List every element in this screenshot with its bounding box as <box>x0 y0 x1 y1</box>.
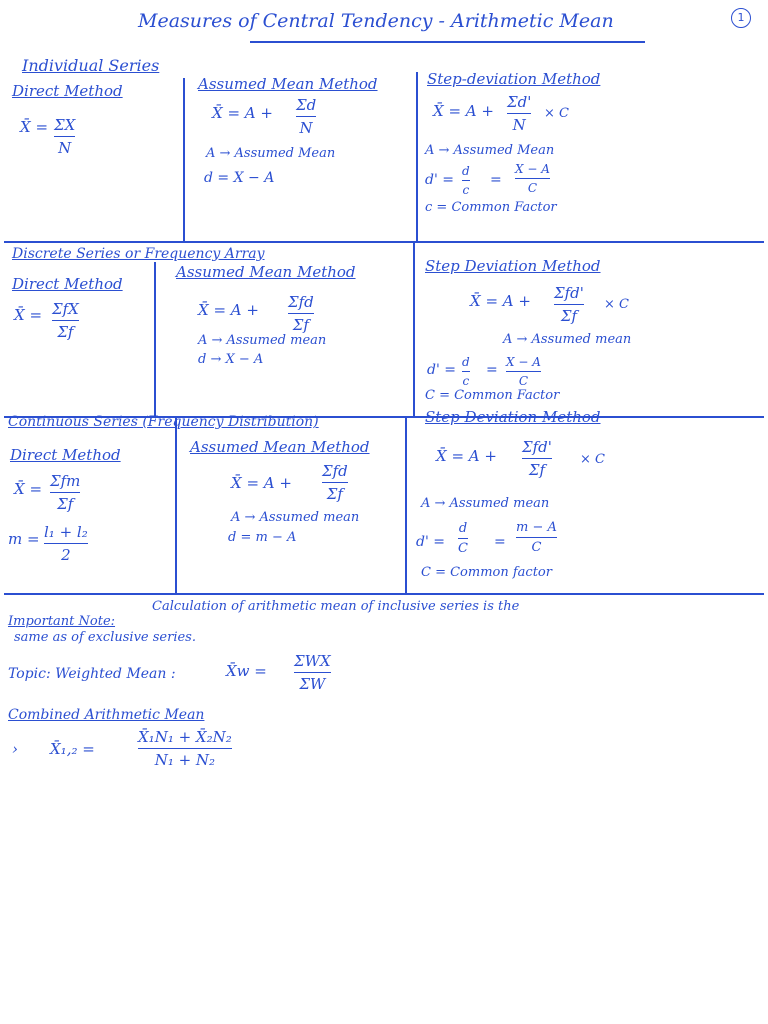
fraction-numerator: Σd' <box>507 93 532 111</box>
fraction-numerator: ΣfX <box>52 300 79 318</box>
continuous-direct-heading: Direct Method <box>10 446 121 464</box>
fraction-denominator: N₁ + N₂ <box>154 751 216 769</box>
fraction-numerator: Σfm <box>50 472 81 490</box>
divider-v-2b <box>413 242 415 416</box>
fraction-bar <box>52 320 79 321</box>
individual-step-def-a: A → Assumed Mean <box>425 143 555 158</box>
individual-assumed-lhs: X̄ = A + <box>212 104 273 122</box>
continuous-assumed-heading: Assumed Mean Method <box>190 438 370 456</box>
continuous-step-tail: × C <box>580 452 605 467</box>
discrete-assumed-lhs: X̄ = A + <box>198 301 259 319</box>
continuous-direct-m-fraction <box>44 523 88 564</box>
divider-v-2c <box>405 418 407 593</box>
discrete-series-heading: Discrete Series or Frequency Array <box>12 246 265 262</box>
individual-series-heading: Individual Series <box>22 56 160 75</box>
discrete-step-dprime-lhs: d' = <box>427 362 456 378</box>
fraction-denominator: N <box>512 116 526 134</box>
weighted-mean-fraction <box>294 652 331 693</box>
divider-h-3 <box>4 593 764 595</box>
fraction-numerator: Σd <box>296 96 317 114</box>
continuous-step-def-c: C = Common factor <box>421 565 552 580</box>
individual-assumed-fraction <box>296 96 316 137</box>
discrete-direct-fraction <box>52 300 79 341</box>
fraction-numerator: Σfd <box>288 293 314 311</box>
continuous-step-eq: = <box>494 534 506 550</box>
fraction-bar <box>506 371 541 372</box>
combined-mean-heading: Combined Arithmetic Mean <box>8 707 205 723</box>
fraction-denominator: Σf <box>57 495 74 513</box>
continuous-step-fraction <box>522 438 552 479</box>
discrete-step-fraction <box>554 284 584 325</box>
fraction-bar <box>138 748 232 749</box>
fraction-bar <box>50 492 80 493</box>
individual-step-heading: Step-deviation Method <box>427 70 601 88</box>
combined-mean-arrow: › <box>12 740 18 758</box>
individual-assumed-heading: Assumed Mean Method <box>198 75 378 93</box>
fraction-denominator: Σf <box>326 485 343 503</box>
discrete-assumed-def-a: A → Assumed mean <box>198 333 327 348</box>
fraction-bar <box>54 136 75 137</box>
fraction-denominator: C <box>518 374 529 388</box>
fraction-numerator: l₁ + l₂ <box>44 523 88 541</box>
discrete-direct-heading: Direct Method <box>12 275 123 293</box>
fraction-numerator: d <box>462 164 470 178</box>
continuous-step-dprime-lhs: d' = <box>416 534 445 550</box>
fraction-bar <box>516 537 557 538</box>
fraction-bar <box>294 672 331 673</box>
combined-mean-lhs: X̄₁,₂ = <box>50 740 95 758</box>
continuous-direct-fraction <box>50 472 80 513</box>
divider-v-2a <box>416 72 418 241</box>
fraction-bar <box>288 313 314 314</box>
individual-direct-heading: Direct Method <box>12 82 123 100</box>
continuous-step-heading: Step Deviation Method <box>425 408 601 426</box>
continuous-assumed-def-d: d = m − A <box>228 530 297 545</box>
important-note-label: Important Note: <box>8 614 116 629</box>
fraction-denominator: 2 <box>61 546 71 564</box>
fraction-bar <box>522 458 552 459</box>
discrete-step-tail: × C <box>604 297 629 312</box>
individual-direct-fraction <box>54 116 75 157</box>
fraction-numerator: Σfd' <box>522 438 552 456</box>
continuous-direct-lhs: X̄ = <box>14 480 43 498</box>
continuous-direct-m-lhs: m = <box>8 530 40 548</box>
title-underline <box>250 41 645 43</box>
important-note-line-1: Calculation of arithmetic mean of inclusive series is the <box>152 599 520 614</box>
discrete-assumed-heading: Assumed Mean Method <box>176 263 356 281</box>
discrete-step-d-fraction <box>462 355 470 388</box>
discrete-step-def-a: A → Assumed mean <box>503 332 632 347</box>
individual-step-d-fraction <box>462 164 470 197</box>
individual-step-dprime-lhs: d' = <box>425 172 454 188</box>
continuous-step-d-fraction <box>458 521 468 556</box>
fraction-denominator: C <box>527 181 538 195</box>
fraction-denominator: C <box>458 541 468 556</box>
divider-v-1a <box>183 78 185 241</box>
individual-step-lhs: X̄ = A + <box>433 102 494 120</box>
divider-v-1b <box>154 262 156 416</box>
fraction-bar <box>515 178 550 179</box>
discrete-step-heading: Step Deviation Method <box>425 257 601 275</box>
combined-mean-fraction <box>138 728 232 769</box>
individual-direct-lhs: X̄ = <box>20 118 49 136</box>
discrete-assumed-fraction <box>288 293 314 334</box>
discrete-step-def-c: C = Common Factor <box>425 388 560 403</box>
fraction-numerator: Σfd <box>322 462 348 480</box>
fraction-denominator: Σf <box>57 323 74 341</box>
individual-step-tail: × C <box>544 106 569 121</box>
continuous-step-x-fraction <box>516 520 557 555</box>
fraction-numerator: m − A <box>516 520 557 535</box>
discrete-assumed-def-d: d → X − A <box>198 352 264 367</box>
continuous-step-lhs: X̄ = A + <box>436 447 497 465</box>
fraction-numerator: Σfd' <box>554 284 584 302</box>
divider-h-1 <box>4 241 764 243</box>
individual-step-eq: = <box>490 172 502 188</box>
fraction-numerator: ΣWX <box>294 652 331 670</box>
fraction-denominator: N <box>58 139 72 157</box>
individual-step-fraction <box>507 93 531 134</box>
fraction-denominator: Σf <box>292 316 309 334</box>
continuous-assumed-fraction <box>322 462 348 503</box>
continuous-step-def-a: A → Assumed mean <box>421 496 550 511</box>
fraction-denominator: c <box>462 374 470 388</box>
fraction-numerator: d <box>458 521 468 536</box>
weighted-mean-label: Topic: Weighted Mean : <box>8 666 176 682</box>
individual-assumed-def-d: d = X − A <box>204 170 275 186</box>
individual-assumed-def-a: A → Assumed Mean <box>206 146 336 161</box>
discrete-direct-lhs: X̄ = <box>14 306 43 324</box>
fraction-denominator: c <box>462 183 470 197</box>
weighted-mean-lhs: X̄w = <box>226 662 267 680</box>
fraction-numerator: X − A <box>515 162 550 176</box>
fraction-numerator: ΣX <box>54 116 76 134</box>
important-note-line-2: same as of exclusive series. <box>14 630 196 645</box>
fraction-numerator: X̄₁N₁ + X̄₂N₂ <box>138 728 232 746</box>
fraction-denominator: Σf <box>528 461 546 479</box>
fraction-bar <box>322 482 348 483</box>
fraction-bar <box>296 116 316 117</box>
continuous-series-heading: Continuous Series (Frequency Distribution) <box>8 414 319 430</box>
discrete-step-x-fraction <box>506 355 541 388</box>
fraction-denominator: N <box>299 119 313 137</box>
page-title: Measures of Central Tendency - Arithmetic Mean <box>138 10 614 32</box>
fraction-denominator: ΣW <box>299 675 326 693</box>
individual-step-def-c: c = Common Factor <box>425 200 557 215</box>
fraction-bar <box>554 304 584 305</box>
fraction-denominator: Σf <box>560 307 578 325</box>
fraction-numerator: X − A <box>506 355 541 369</box>
fraction-bar <box>44 543 88 544</box>
fraction-bar <box>458 538 468 539</box>
fraction-bar <box>462 180 470 181</box>
fraction-bar <box>462 371 470 372</box>
continuous-assumed-def-a: A → Assumed mean <box>231 510 360 525</box>
fraction-denominator: C <box>531 540 542 555</box>
discrete-step-eq: = <box>486 362 498 378</box>
page-number: 1 <box>731 8 751 28</box>
fraction-bar <box>507 113 531 114</box>
fraction-numerator: d <box>462 355 470 369</box>
individual-step-x-fraction <box>515 162 550 195</box>
continuous-assumed-lhs: X̄ = A + <box>231 474 292 492</box>
discrete-step-lhs: X̄ = A + <box>470 292 531 310</box>
divider-v-1c <box>175 418 177 593</box>
